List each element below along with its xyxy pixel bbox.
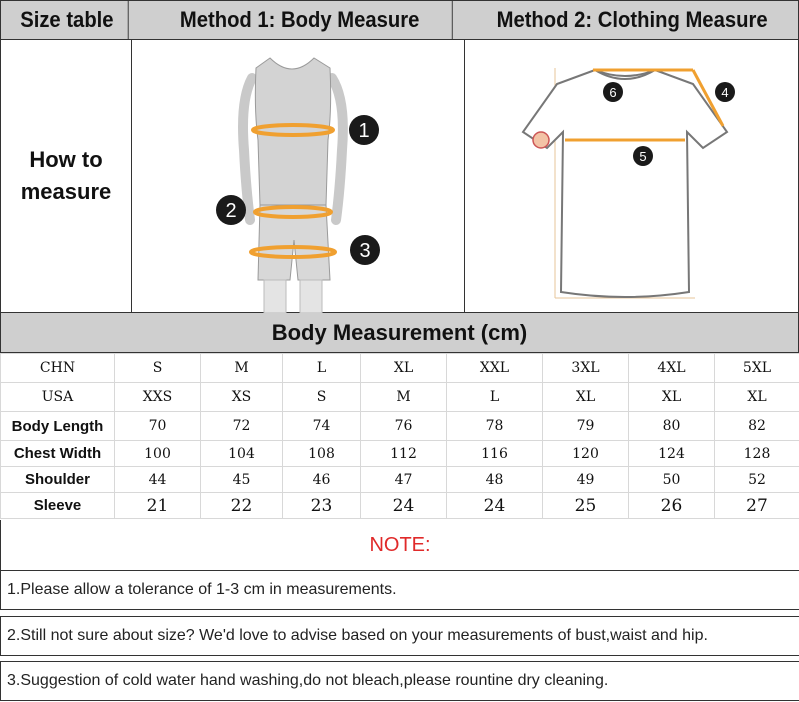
row-label: USA: [1, 383, 115, 412]
note-item: 1.Please allow a tolerance of 1-3 cm in measurements.: [0, 570, 799, 610]
table-cell: 44: [115, 467, 201, 493]
table-cell: 47: [361, 467, 447, 493]
table-cell: 27: [715, 493, 799, 519]
table-cell: M: [361, 383, 447, 412]
how-to-measure-label: How to measure: [1, 40, 132, 312]
table-cell: 124: [629, 441, 715, 467]
table-cell: 112: [361, 441, 447, 467]
table-cell: 78: [447, 412, 543, 441]
table-cell: S: [283, 383, 361, 412]
tshirt-icon: [465, 40, 798, 313]
body-marker: 1: [358, 120, 370, 142]
body-measure-illustration: [132, 40, 465, 312]
table-cell: XXS: [115, 383, 201, 412]
table-cell: 104: [201, 441, 283, 467]
table-cell: 79: [543, 412, 629, 441]
note-item: 3.Suggestion of cold water hand washing,do not bleach,please rountine dry cleaning.: [0, 661, 799, 701]
table-cell: 74: [283, 412, 361, 441]
size-table-header: Size table: [6, 1, 128, 39]
cloth-marker: 5: [639, 149, 647, 164]
row-label: Sleeve: [1, 493, 115, 519]
table-cell: 80: [629, 412, 715, 441]
measure-row: [0, 40, 799, 313]
table-row: [1, 467, 799, 493]
table-cell: 70: [115, 412, 201, 441]
note-item: 2.Still not sure about size? We'd love to advise based on your measurements of bust,waist and hip.: [0, 616, 799, 656]
table-cell: 116: [447, 441, 543, 467]
table-cell: 4XL: [629, 354, 715, 383]
table-cell: XS: [201, 383, 283, 412]
top-header: [0, 0, 799, 40]
table-row: [1, 441, 799, 467]
table-row: [1, 412, 799, 441]
cloth-marker: 4: [721, 85, 729, 100]
table-cell: 76: [361, 412, 447, 441]
note-title: NOTE:: [0, 520, 799, 570]
table-cell: 72: [201, 412, 283, 441]
table-cell: 45: [201, 467, 283, 493]
method1-header: Method 1: Body Measure: [147, 1, 453, 39]
table-cell: 26: [629, 493, 715, 519]
table-row: [1, 493, 799, 519]
table-cell: XL: [543, 383, 629, 412]
clothing-measure-illustration: [465, 40, 798, 312]
table-cell: XL: [629, 383, 715, 412]
table-cell: L: [447, 383, 543, 412]
size-table: [0, 353, 799, 519]
table-row: [1, 383, 799, 412]
notes-section: [0, 520, 799, 702]
table-row: [1, 354, 799, 383]
table-cell: 5XL: [715, 354, 799, 383]
row-label: Body Length: [1, 412, 115, 441]
body-marker: 2: [225, 200, 237, 222]
row-label: Chest Width: [1, 441, 115, 467]
body-marker: 3: [359, 240, 371, 262]
table-cell: 24: [447, 493, 543, 519]
table-cell: 49: [543, 467, 629, 493]
table-cell: 108: [283, 441, 361, 467]
table-cell: 46: [283, 467, 361, 493]
table-cell: 120: [543, 441, 629, 467]
method2-header: Method 2: Clothing Measure: [496, 7, 768, 32]
table-cell: XL: [361, 354, 447, 383]
table-cell: 22: [201, 493, 283, 519]
badge-icon: [533, 132, 549, 148]
table-cell: 82: [715, 412, 799, 441]
table-cell: M: [201, 354, 283, 383]
table-cell: 24: [361, 493, 447, 519]
table-cell: 128: [715, 441, 799, 467]
row-label: Shoulder: [1, 467, 115, 493]
table-cell: 52: [715, 467, 799, 493]
table-cell: 25: [543, 493, 629, 519]
table-cell: XL: [715, 383, 799, 412]
table-cell: 23: [283, 493, 361, 519]
table-cell: 50: [629, 467, 715, 493]
table-cell: 100: [115, 441, 201, 467]
table-cell: 21: [115, 493, 201, 519]
cloth-marker: 6: [609, 85, 617, 100]
body-measurement-title: Body Measurement (cm): [0, 313, 799, 353]
table-cell: 48: [447, 467, 543, 493]
table-cell: L: [283, 354, 361, 383]
table-cell: 3XL: [543, 354, 629, 383]
row-label: CHN: [1, 354, 115, 383]
table-cell: XXL: [447, 354, 543, 383]
table-cell: S: [115, 354, 201, 383]
body-figure-icon: [132, 40, 465, 313]
